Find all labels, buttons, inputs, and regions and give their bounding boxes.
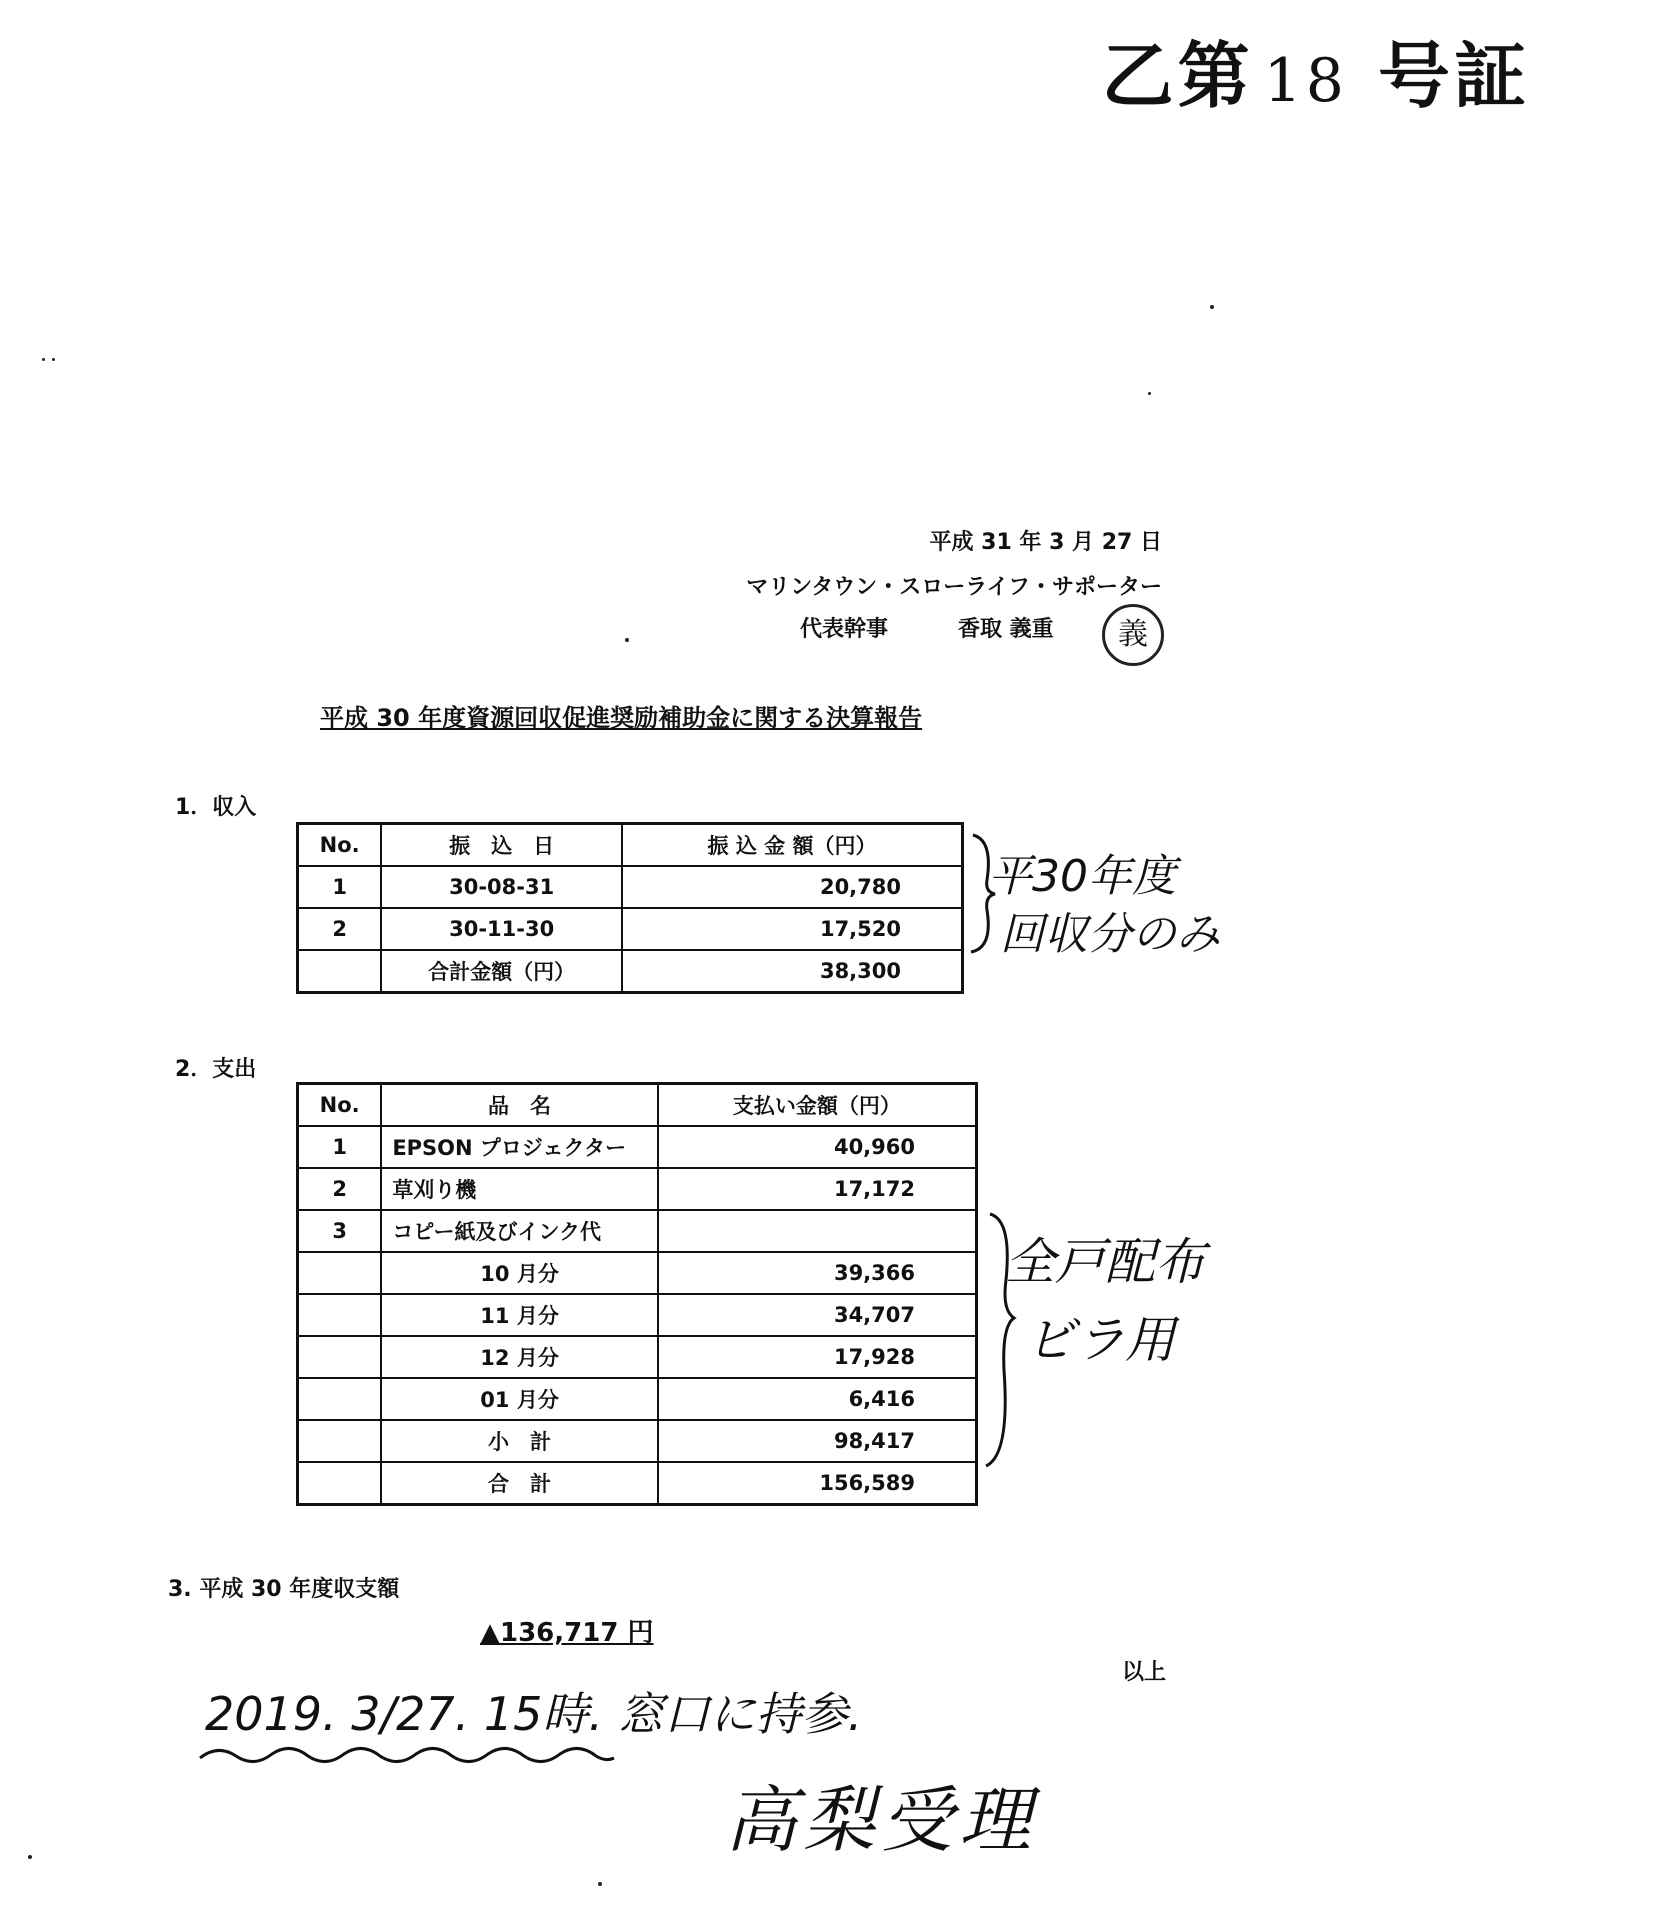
item-name: 11 月分 (381, 1294, 657, 1336)
transfer-amount: 20,780 (622, 866, 962, 908)
item-amount (658, 1210, 977, 1252)
row-number: 2 (298, 1168, 382, 1210)
total-amount: 38,300 (622, 950, 962, 993)
scan-speck (52, 358, 55, 361)
table-row (298, 866, 963, 908)
expense-annotation-line2: ビラ用 (1025, 1311, 1175, 1369)
table-row (298, 1378, 977, 1420)
table-row-subtotal (298, 1420, 977, 1462)
item-amount: 17,172 (658, 1168, 977, 1210)
table-row-total (298, 950, 963, 993)
row-number (298, 950, 382, 993)
item-name: 12 月分 (381, 1336, 657, 1378)
row-number (298, 1336, 382, 1378)
table-header-row (298, 1084, 977, 1127)
subtotal-amount: 98,417 (658, 1420, 977, 1462)
exhibit-suffix: 号証 (1377, 34, 1530, 118)
income-heading: 1．収入 (175, 795, 257, 820)
income-annotation-line2: 回収分のみ (1000, 909, 1220, 960)
column-header: 振 込 日 (381, 824, 622, 867)
scan-speck (598, 1882, 602, 1886)
table-header-row (298, 824, 963, 867)
row-number (298, 1252, 382, 1294)
seal-stamp: 義 (1102, 604, 1164, 666)
item-name: 01 月分 (381, 1378, 657, 1420)
row-number: 1 (298, 1126, 382, 1168)
item-name: 草刈り機 (381, 1168, 657, 1210)
column-header: 振 込 金 額（円） (622, 824, 962, 867)
total-label: 合 計 (381, 1462, 657, 1505)
transfer-date: 30-08-31 (381, 866, 622, 908)
item-amount: 39,366 (658, 1252, 977, 1294)
scan-speck (1210, 305, 1214, 309)
item-name: コピー紙及びインク代 (381, 1210, 657, 1252)
table-row-total (298, 1462, 977, 1505)
item-amount: 34,707 (658, 1294, 977, 1336)
table-row (298, 1210, 977, 1252)
column-header: 品 名 (381, 1084, 657, 1127)
representative-name: 香取 義重 (958, 617, 1054, 642)
exhibit-number-value: 18 (1263, 46, 1348, 116)
report-date: 平成 31 年 3 月 27 日 (929, 530, 1162, 555)
item-amount: 40,960 (658, 1126, 977, 1168)
item-amount: 6,416 (658, 1378, 977, 1420)
row-number (298, 1420, 382, 1462)
row-number (298, 1294, 382, 1336)
closing-mark: 以上 (1122, 1660, 1167, 1685)
handwritten-receipt-note: 2019. 3/27. 15時. 窓口に持参. (205, 1687, 863, 1741)
table-row (298, 1336, 977, 1378)
scan-speck (28, 1855, 32, 1859)
expense-heading: 2．支出 (175, 1057, 257, 1082)
income-annotation-line1: 平30年度 (988, 851, 1176, 902)
row-number (298, 1462, 382, 1505)
total-amount: 156,589 (658, 1462, 977, 1505)
scan-speck (1148, 392, 1151, 395)
column-header: No. (298, 824, 382, 867)
balance-heading: 3. 平成 30 年度収支額 (168, 1577, 400, 1602)
transfer-amount: 17,520 (622, 908, 962, 950)
item-amount: 17,928 (658, 1336, 977, 1378)
table-row (298, 1252, 977, 1294)
organization-name: マリンタウン・スローライフ・サポーター (746, 575, 1162, 600)
handwritten-received-by: 高梨受理 (725, 1778, 1038, 1862)
wavy-underline (198, 1740, 618, 1770)
scan-speck (42, 358, 45, 361)
report-title: 平成 30 年度資源回収促進奨励補助金に関する決算報告 (320, 704, 923, 732)
row-number (298, 1378, 382, 1420)
scan-speck (625, 638, 629, 642)
expense-table (296, 1082, 978, 1506)
expense-annotation-line1: 全戸配布 (1005, 1233, 1205, 1291)
column-header: No. (298, 1084, 382, 1127)
income-table (296, 822, 964, 994)
table-row (298, 1126, 977, 1168)
table-row (298, 908, 963, 950)
subtotal-label: 小 計 (381, 1420, 657, 1462)
row-number: 3 (298, 1210, 382, 1252)
balance-amount: ▲136,717 円 (480, 1618, 654, 1648)
column-header: 支払い金額（円） (658, 1084, 977, 1127)
exhibit-prefix: 乙第 (1101, 34, 1254, 118)
representative (800, 612, 1054, 643)
item-name: 10 月分 (381, 1252, 657, 1294)
item-name: EPSON プロジェクター (381, 1126, 657, 1168)
row-number: 2 (298, 908, 382, 950)
row-number: 1 (298, 866, 382, 908)
exhibit-number (1102, 18, 1530, 122)
representative-title: 代表幹事 (800, 617, 889, 642)
table-row (298, 1294, 977, 1336)
total-label: 合計金額（円） (381, 950, 622, 993)
transfer-date: 30-11-30 (381, 908, 622, 950)
table-row (298, 1168, 977, 1210)
